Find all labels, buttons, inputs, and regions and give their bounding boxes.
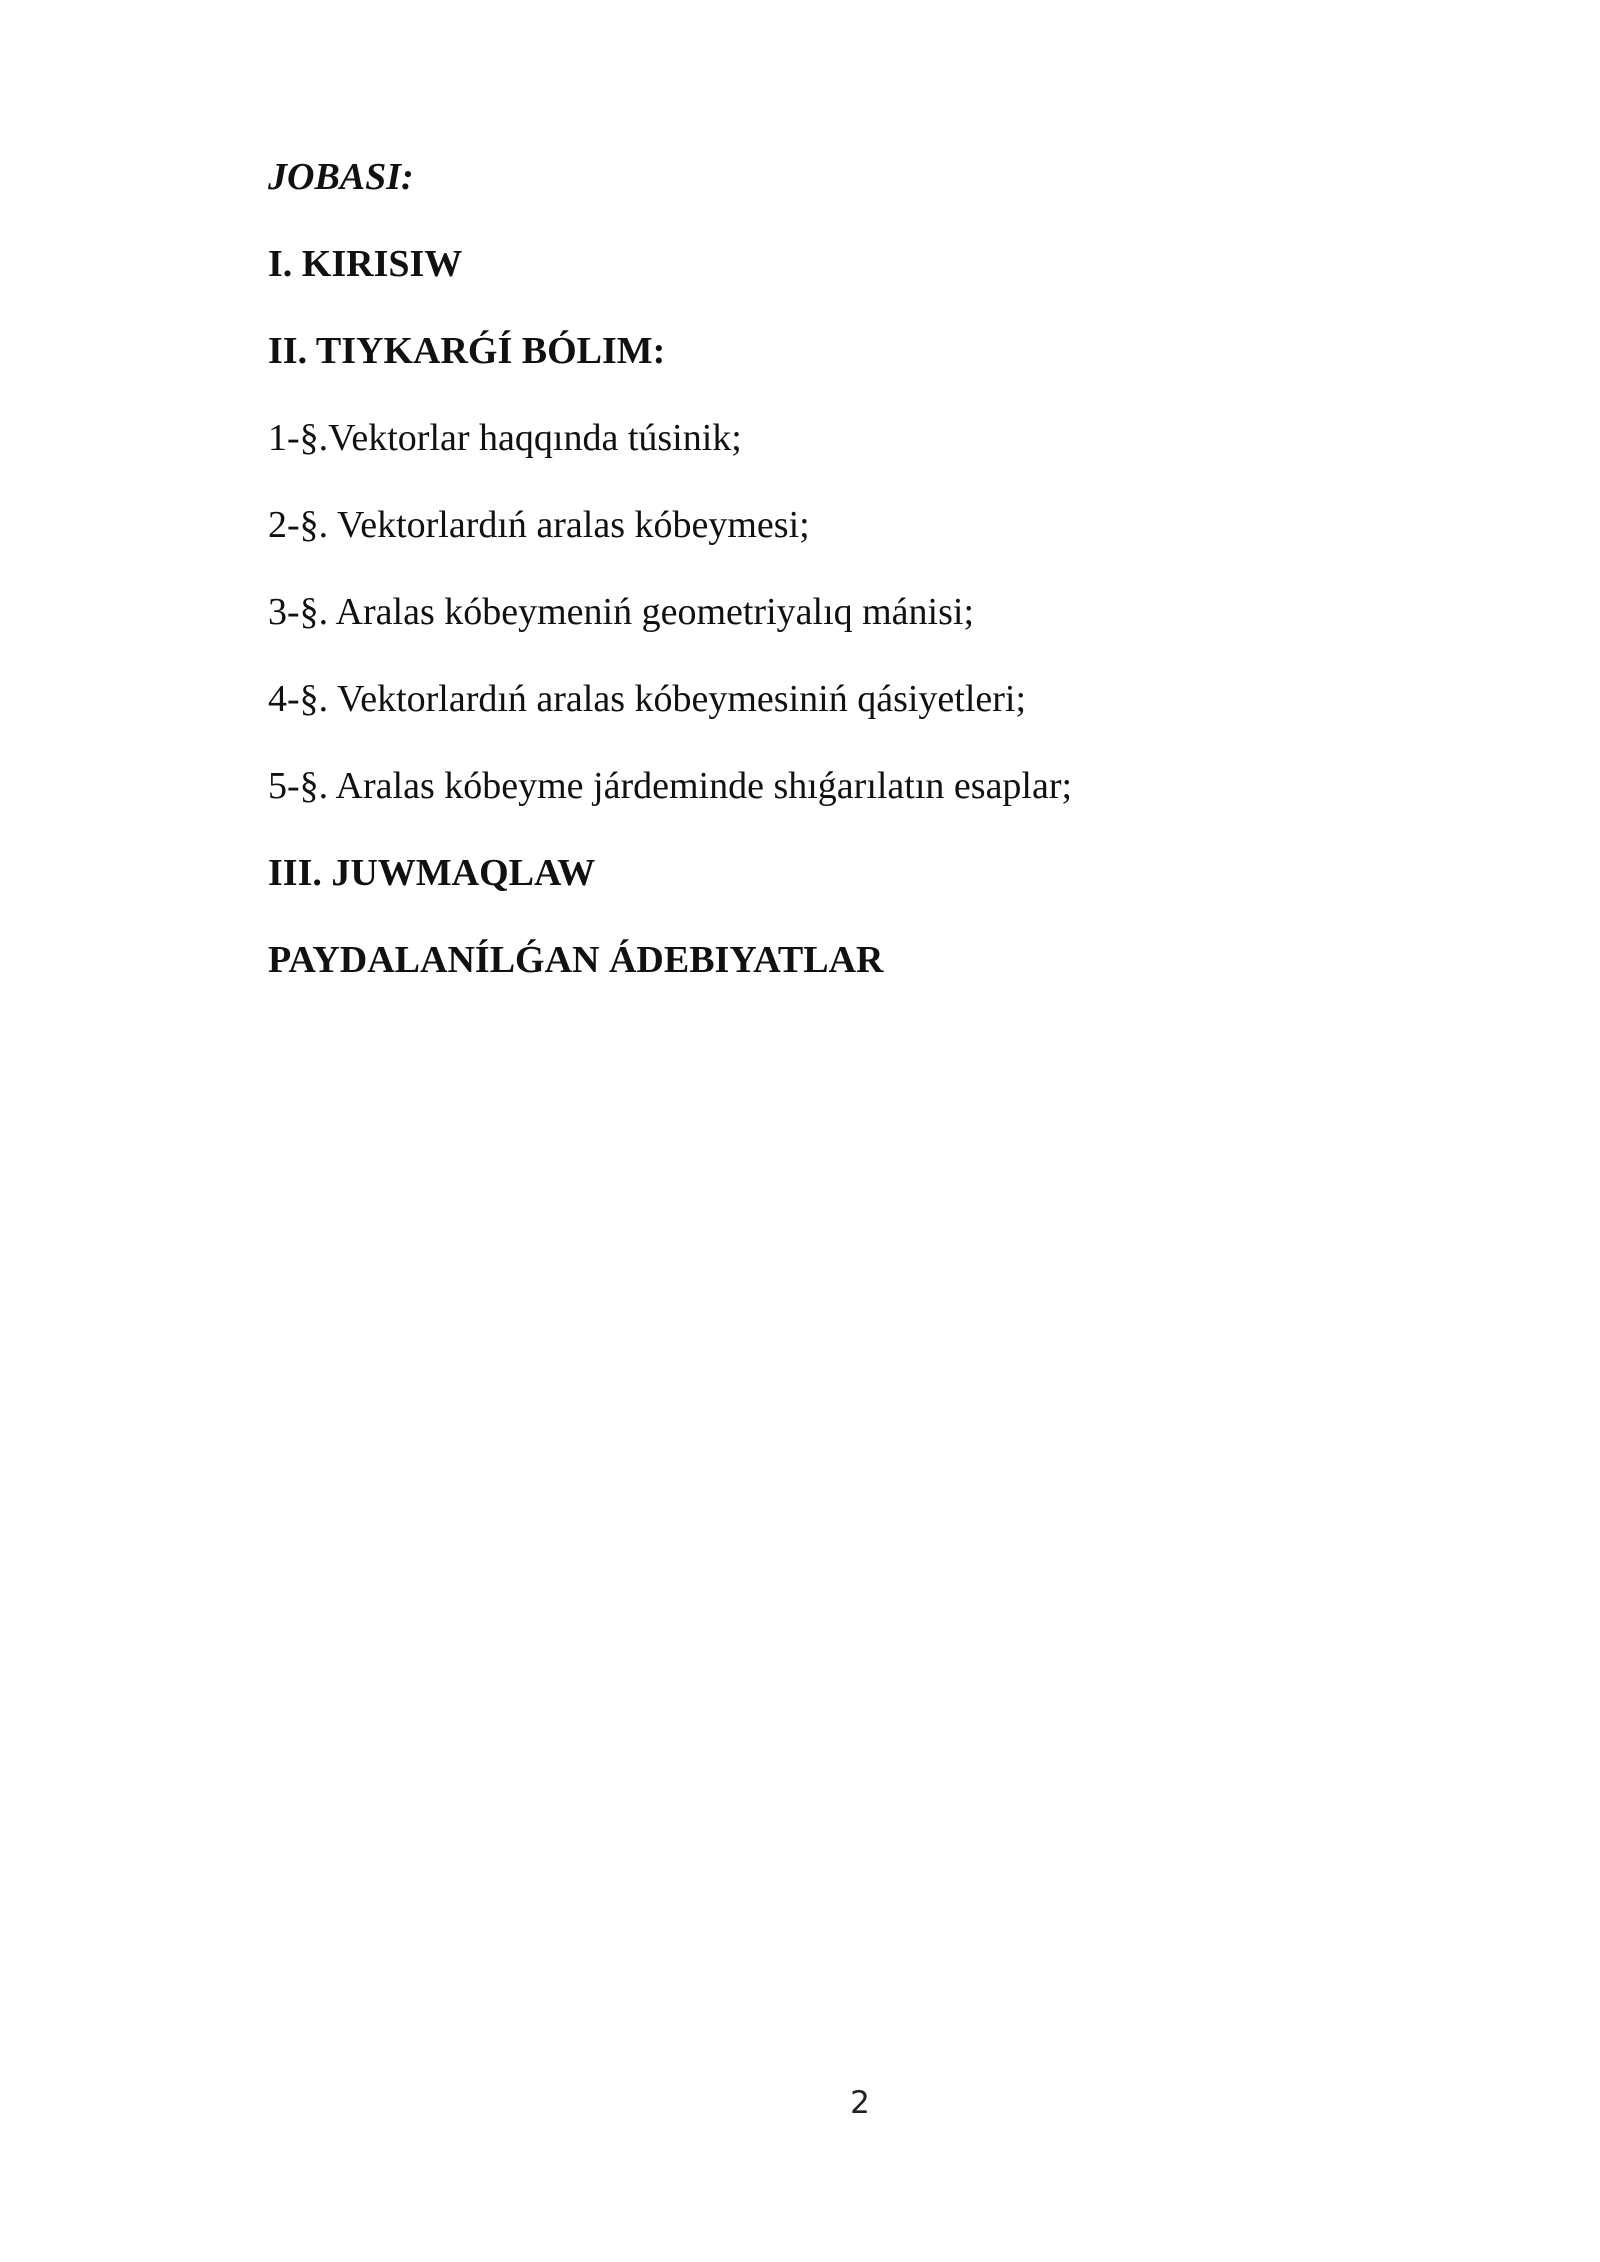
section-references: PAYDALANÍLǴAN ÁDEBIYATLAR — [268, 939, 884, 981]
subsection-2: 2-§. Vektorlardıń aralas kóbeymesi; — [268, 504, 810, 546]
section-main-part: II. TIYKARǴÍ BÓLIM: — [268, 330, 666, 372]
table-of-contents — [268, 150, 1368, 1020]
subsection-5: 5-§. Aralas kóbeyme járdeminde shıǵarılatın esaplar; — [268, 765, 1073, 807]
page-number: 2 — [850, 2085, 870, 2121]
contents-title: JOBASI: — [268, 156, 414, 198]
subsection-1: 1-§.Vektorlar haqqında túsinik; — [268, 417, 742, 459]
section-conclusion: III. JUWMAQLAW — [268, 852, 596, 894]
subsection-3: 3-§. Aralas kóbeymeniń geometriyalıq mánisi; — [268, 591, 975, 633]
subsection-4: 4-§. Vektorlardıń aralas kóbeymesiniń qásiyetleri; — [268, 678, 1027, 720]
section-introduction: I. KIRISIW — [268, 243, 463, 285]
